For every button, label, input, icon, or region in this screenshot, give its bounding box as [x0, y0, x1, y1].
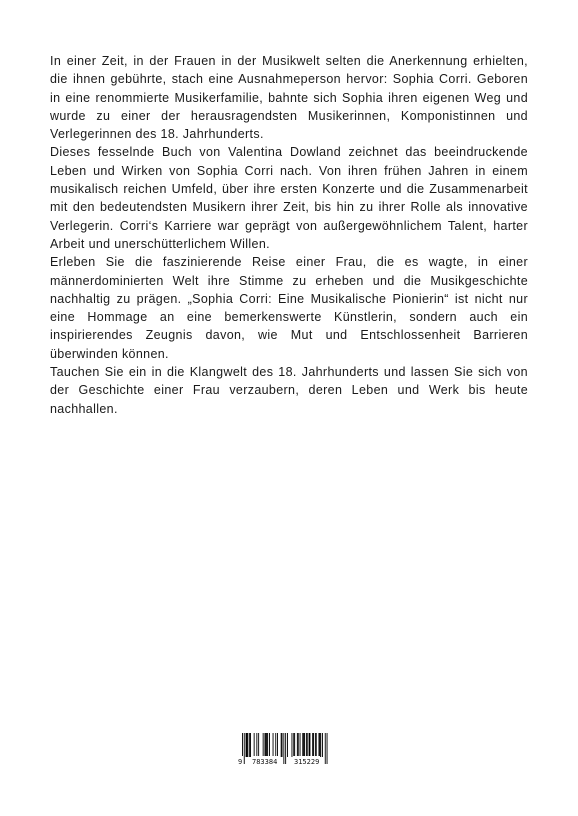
barcode-digits	[236, 756, 338, 768]
barcode-bar	[306, 733, 307, 757]
barcode-bar	[312, 733, 313, 757]
barcode-bar	[250, 733, 251, 757]
barcode-bar	[273, 733, 274, 757]
barcode-bar	[307, 733, 308, 757]
barcode-bar	[247, 733, 248, 757]
barcode-bar	[310, 733, 311, 757]
barcode-bar	[292, 733, 293, 757]
barcode-bar	[247, 733, 248, 757]
blurb-paragraph-4: Tauchen Sie ein in die Klangwelt des 18. Jahrhunderts und lassen Sie sich von der Geschichte einer Frau verzaubern, deren Leben und Werk bis heute nachhallen.	[50, 365, 528, 416]
barcode-bar	[269, 733, 270, 757]
barcode-bar	[266, 733, 267, 757]
barcode-bar	[309, 733, 310, 757]
blurb-text-block	[50, 52, 528, 418]
barcode-bar	[313, 733, 314, 757]
barcode-bar	[297, 733, 298, 757]
barcode-bar	[298, 733, 299, 757]
barcode-bar	[319, 733, 320, 757]
barcode-bar	[303, 733, 304, 757]
barcode-bar	[263, 733, 264, 757]
barcode-bar	[277, 733, 278, 757]
barcode-bar	[315, 733, 316, 757]
barcode-bar	[254, 733, 255, 757]
barcode-bar	[249, 733, 250, 757]
barcode-bar	[316, 733, 317, 757]
barcode-right-group: 315229	[294, 758, 320, 766]
barcode-bar	[304, 733, 305, 757]
barcode-bar	[293, 733, 294, 757]
barcode-bar	[319, 733, 320, 757]
barcode-bar	[281, 733, 282, 757]
barcode-bar	[287, 733, 288, 757]
barcode-bar	[246, 733, 247, 757]
barcode-bar	[275, 733, 276, 757]
barcode-bar	[265, 733, 266, 757]
barcode-first-digit: 9	[238, 758, 243, 766]
barcode-bar	[265, 733, 266, 757]
blurb-paragraph-1: In einer Zeit, in der Frauen in der Musikwelt selten die Anerkennung erhielten, die ihnen gebührte, stach eine Ausnahmeperson hervor: Sophia Corri. Geboren in eine renommierte Musikerfamilie, bahnte sich Sophia ihren eigenen Weg und wurde zu einer der herausragendsten Musikerinnen, Komponistinnen und Verlegerinnen des 18. Jahrhunderts.	[50, 54, 528, 142]
barcode-left-group: 783384	[252, 758, 278, 766]
barcode-bar	[294, 733, 295, 757]
isbn-barcode	[236, 732, 338, 768]
barcode-bar	[300, 733, 301, 757]
barcode-bar	[256, 733, 257, 757]
barcode-bar	[258, 733, 259, 757]
barcode-bar	[320, 733, 321, 757]
barcode-bar	[302, 733, 303, 757]
barcode-bar	[282, 733, 283, 757]
barcode-bar	[322, 733, 323, 757]
barcode-bar	[267, 733, 268, 757]
blurb-paragraph-3: Erleben Sie die faszinierende Reise einer Frau, die es wagte, in einer männerdominierten Welt ihre Stimme zu erheben und die Musikgeschichte nachhaltig zu prägen. „Sophia Corri: Eine Musikalische Pionierin“ ist nicht nur eine Hommage an eine bemerkenswerte Künstlerin, sondern auch ein inspirierendes Zeugnis davon, wie Mut und Entschlossenheit Barrieren überwinden können.	[50, 255, 528, 361]
blurb-paragraph-2: Dieses fesselnde Buch von Valentina Dowland zeichnet das beeindruckende Leben und Wirken von Sophia Corri nach. Von ihren frühen Jahren in einem musikalisch reichen Umfeld, über ihre ersten Konzerte und die Zusammenarbeit mit den bedeutendsten Musikern ihrer Zeit, bis hin zu ihrer Rolle als innovative Verlegerin. Corri‘s Karriere war geprägt von außergewöhnlichem Talent, harter Arbeit und unerschütterlichem Willen.	[50, 145, 528, 251]
